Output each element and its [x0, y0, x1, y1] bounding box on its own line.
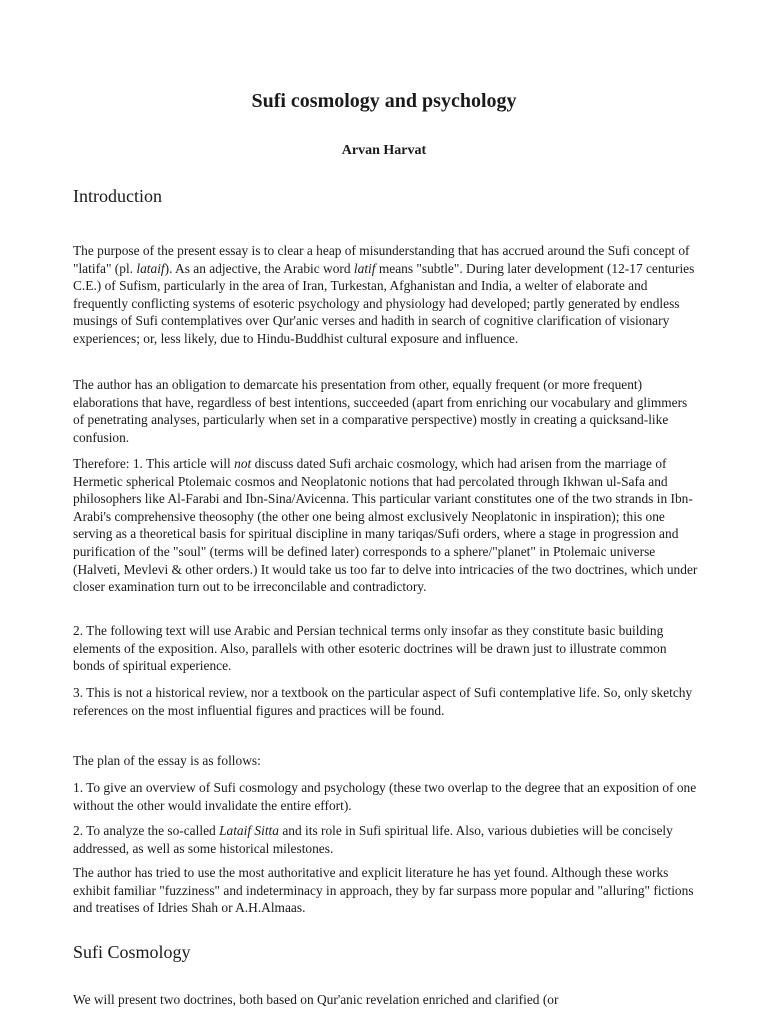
italic-term: lataif [136, 260, 165, 276]
intro-paragraph-2: The author has an obligation to demarcate his presentation from other, equally frequent (or more frequent) elaborations that have, regardless of best intentions, succeeded (apart from enriching our vocabulary and glimmers of penetrating analyses, particularly when set in a comparative perspective) mostly in creating a quicksand-like confusion. [73, 377, 688, 445]
text-run: means "subtle". During later development (12-17 centuries C.E.) of Sufism, particularly in the area of Iran, Turkestan, Afghanistan and India, a welter of elaborate and frequently conflicting systems of esoteric psychology and physiology had developed; partly generated by endless musings of Sufi contemplatives over Qur'anic verses and hadith in search of cognitive clarification of visionary experiences; or, less likely, due to Hindu-Buddhist cultural exposure and influence. [73, 260, 695, 346]
text-run: 2. To analyze the so-called [73, 823, 220, 838]
section-heading-sufi-cosmology: Sufi Cosmology [73, 942, 191, 962]
section-heading-introduction: Introduction [73, 186, 162, 206]
intro-paragraph-4: 2. The following text will use Arabic and Persian technical terms only insofar as they constitute basic building elements of the exposition. Also, parallels with other esoteric doctrines will be drawn just to illustrate common bonds of spiritual experience. [73, 623, 667, 674]
text-run: and its role in Sufi spiritual life. Also, various dubieties will be concisely addressed, as well as some historical milestones. [73, 823, 673, 856]
italic-term: Lataif Sitta [219, 823, 279, 838]
italic-term: not [234, 456, 252, 471]
intro-paragraph-3 [73, 455, 699, 596]
text-run: ). As an adjective, the Arabic word [164, 260, 354, 276]
cosmology-paragraph-1: We will present two doctrines, both based on Qur'anic revelation enriched and clarified (or [73, 992, 559, 1007]
text-run: Therefore: 1. This article will [73, 456, 235, 471]
intro-paragraph-6: The plan of the essay is as follows: [73, 753, 261, 768]
intro-paragraph-8 [73, 822, 699, 857]
text-run: discuss dated Sufi archaic cosmology, which had arisen from the marriage of Hermetic spherical Ptolemaic cosmos and Neoplatonic notions that had percolated through Ikhwan ul-Safa and philosophers like Al-Farabi and Ibn-Sina/Avicenna. This particular variant constitutes one of the two strands in Ibn-Arabi's comprehensive theosophy (the other one being almost exclusively Neoplatonic in inspiration); this one serving as a theoretical basis for spiritual discipline in many tariqas/Sufi orders, where a stage in progression and purification of the "soul" (terms will be defined later) corresponds to a sphere/"planet" in Ptolemaic universe (Halveti, Mevlevi & other orders.) It would take us too far to delve into intricacies of the two doctrines, which under closer examination turn out to be irreconcilable and contradictory. [73, 456, 698, 595]
document-author: Arvan Harvat [341, 143, 427, 158]
intro-paragraph-9: The author has tried to use the most authoritative and explicit literature he has yet found. Although these works exhibit familiar "fuzziness" and indeterminacy in approach, they by far surpass more popular and "alluring" fictions and treatises of Idries Shah or A.H.Almaas. [73, 865, 694, 916]
intro-paragraph-5: 3. This is not a historical review, nor a textbook on the particular aspect of Sufi contemplative life. So, only sketchy references on the most influential figures and practices will be found. [73, 685, 693, 718]
intro-paragraph-7: 1. To give an overview of Sufi cosmology and psychology (these two overlap to the degree that an exposition of one without the other would invalidate the entire effort). [73, 780, 697, 813]
intro-paragraph-1 [73, 242, 699, 348]
italic-term: latif [353, 260, 376, 276]
document-title: Sufi cosmology and psychology [251, 90, 517, 112]
text-run: The purpose of the present essay is to clear a heap of misunderstanding that has accrued around the Sufi concept of "latifa" (pl. [73, 243, 690, 276]
